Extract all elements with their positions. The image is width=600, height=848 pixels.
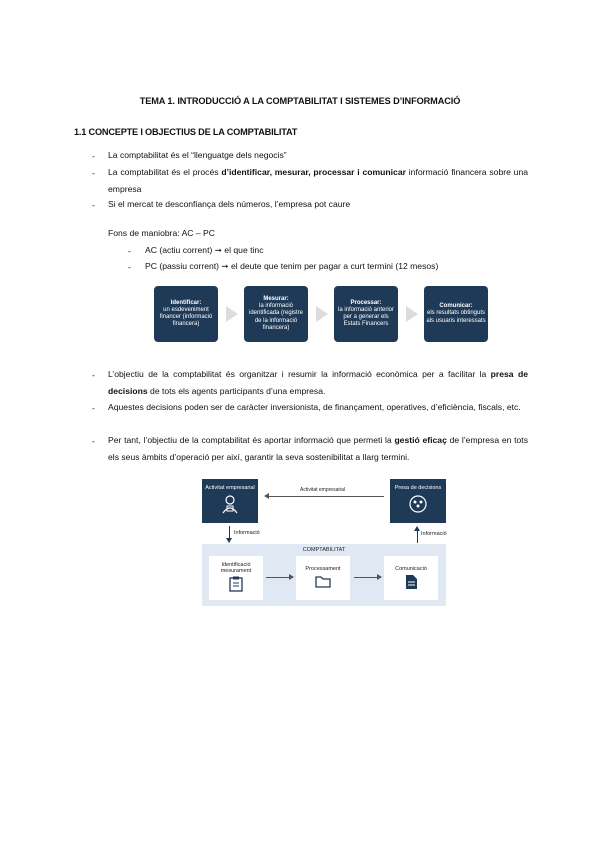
top-arrow-line — [268, 496, 384, 497]
bullet-text: Per tant, l’objectiu de la comptabilitat és aportar informació que permeti la gestió eficaç de l’empresa en tots els seus àmbits d’operació per així, garantir la seva sostenibilitat a llarg termini. — [108, 435, 528, 462]
step-identificar: Identificar: un esdeveniment financer (informació financera) — [154, 286, 218, 342]
bullet-dash: - — [92, 436, 95, 446]
step-comunicar: Comunicar: els resultats obtinguts als usuaris interessats — [424, 286, 488, 342]
clipboard-icon — [229, 576, 243, 592]
bullet-dash: - — [92, 200, 95, 210]
arrow-right-icon — [316, 306, 328, 322]
box-processament: Processament — [296, 556, 350, 600]
fons-maniobra: Fons de maniobra: AC – PC — [108, 228, 215, 238]
bullet-text: L’objectiu de la comptabilitat és organitzar i resumir la informació econòmica per a facilitar la presa de decisions de tots els agents participants d’una empresa. — [108, 369, 528, 396]
bullet-dash: - — [92, 168, 95, 178]
top-arrow-label: Activitat empresarial — [300, 487, 346, 493]
step-processar: Processar: la informació anterior per a generar els Estats Financers — [334, 286, 398, 342]
bullet-text: La comptabilitat és el procés d’identificar, mesurar, processar i comunicar informació financera sobre una empresa — [108, 167, 528, 194]
bullet-dash: - — [92, 403, 95, 413]
panel-label: COMPTABILITAT — [302, 547, 346, 553]
bullet-dash: - — [92, 370, 95, 380]
folder-icon — [315, 575, 331, 588]
box-comunicacio: Comunicació — [384, 556, 438, 600]
page-title: TEMA 1. INTRODUCCIÓ A LA COMPTABILITAT I SISTEMES D’INFORMACIÓ — [139, 96, 461, 106]
decisions-box: Presa de decisions — [390, 479, 446, 523]
group-icon — [406, 494, 430, 514]
bullet-text: La comptabilitat és el “llenguatge dels negocis” — [108, 150, 287, 160]
arrow-down-icon — [226, 538, 232, 543]
step-mesurar: Mesurar: la informació identificada (registre de la informació financera) — [244, 286, 308, 342]
up-arrow-line — [417, 530, 418, 543]
section-heading: 1.1 CONCEPTE I OBJECTIUS DE LA COMPTABILITAT — [74, 127, 298, 137]
bullet-dash: - — [128, 246, 131, 256]
pc-text: PC (passiu corrent) ➞ el deute que tenim per pagar a curt termini (12 mesos) — [145, 261, 439, 271]
arrow-left-icon — [264, 493, 269, 499]
document-icon — [405, 574, 418, 590]
left-arrow-label: Informació — [234, 530, 260, 536]
box-identificacio: Identificació mesurament — [209, 556, 263, 600]
arrow-right-icon — [226, 306, 238, 322]
bullet-dash: - — [92, 151, 95, 161]
right-arrow-label: Informació — [421, 531, 447, 537]
bullet-dash: - — [128, 262, 131, 272]
activitat-box: Activitat empresarial — [202, 479, 258, 523]
arrow-up-icon — [414, 526, 420, 531]
person-lock-icon — [219, 494, 241, 514]
bullet-text: Aquestes decisions poden ser de caràcter inversionista, de finançament, operatives, d’eficiència, fiscals, etc. — [108, 402, 521, 412]
flow-line — [266, 577, 290, 578]
arrow-right-icon — [289, 574, 294, 580]
ac-text: AC (actiu corrent) ➞ el que tinc — [145, 245, 264, 255]
arrow-right-icon — [377, 574, 382, 580]
arrow-right-icon — [406, 306, 418, 322]
bullet-text: Si el mercat te desconfiança dels números, l’empresa pot caure — [108, 199, 351, 209]
flow-line — [354, 577, 378, 578]
